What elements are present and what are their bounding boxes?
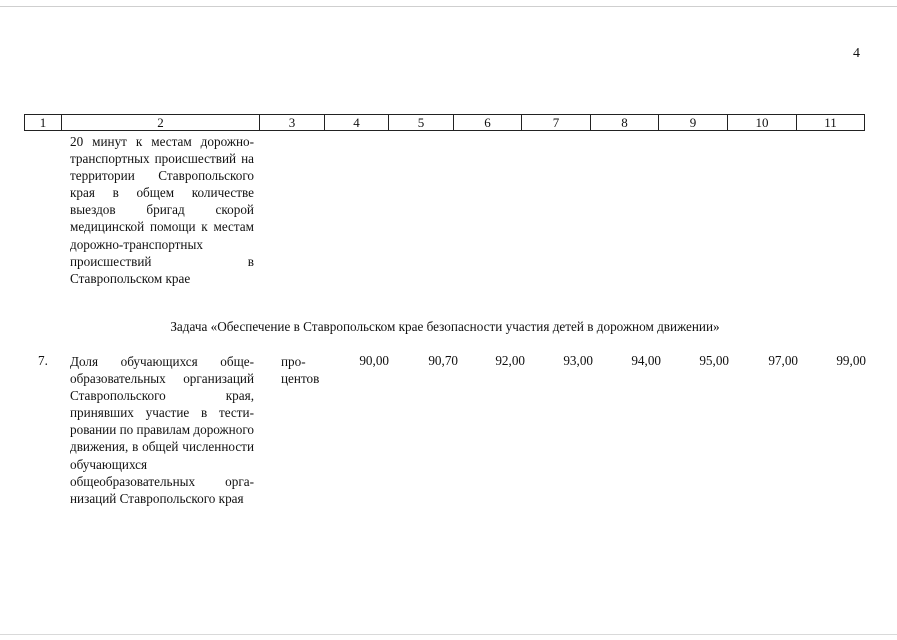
column-header-8: 8 xyxy=(591,115,659,131)
row-value-col6: 92,00 xyxy=(495,353,525,368)
row-value-col4: 90,00 xyxy=(359,353,389,368)
row-number: 7. xyxy=(38,353,48,368)
column-header-1: 1 xyxy=(25,115,62,131)
column-header-7: 7 xyxy=(522,115,591,131)
row-value-col9: 95,00 xyxy=(699,353,729,368)
row-value-col7: 93,00 xyxy=(563,353,593,368)
row-unit: про- центов xyxy=(281,354,320,387)
column-header-10: 10 xyxy=(728,115,797,131)
column-header-row xyxy=(25,115,865,131)
column-header-3: 3 xyxy=(260,115,325,131)
column-header-2: 2 xyxy=(62,115,260,131)
row-value-col11: 99,00 xyxy=(836,353,866,368)
bottom-scan-rule xyxy=(0,634,897,635)
row-value-col8: 94,00 xyxy=(631,353,661,368)
column-header-6: 6 xyxy=(454,115,522,131)
column-header-5: 5 xyxy=(389,115,454,131)
row-value-col10: 97,00 xyxy=(768,353,798,368)
column-header-table xyxy=(24,114,865,131)
continued-indicator-text: 20 минут к местам дорожно-транспортных происшествий на территории Ставропольского края в общем количестве выездов бригад скорой медицинской помощи к местам дорожно-транспортных происшествий в Ставропольском крае xyxy=(70,134,254,286)
page-number: 4 xyxy=(853,46,860,61)
column-header-4: 4 xyxy=(325,115,389,131)
row-value-col5: 90,70 xyxy=(428,353,458,368)
column-header-9: 9 xyxy=(659,115,728,131)
column-header-11: 11 xyxy=(797,115,865,131)
top-scan-rule xyxy=(0,6,897,7)
row-indicator-text: Доля обучающихся общеобразовательных организаций Ставропольского края, принявших участие в тестировании по правилам дорожного движения, в общей численности обучающихся общеобразовательных организаций Ставропольского края xyxy=(70,354,254,506)
task-heading: Задача «Обеспечение в Ставропольском крае безопасности участия детей в дорожном движении» xyxy=(170,319,720,334)
